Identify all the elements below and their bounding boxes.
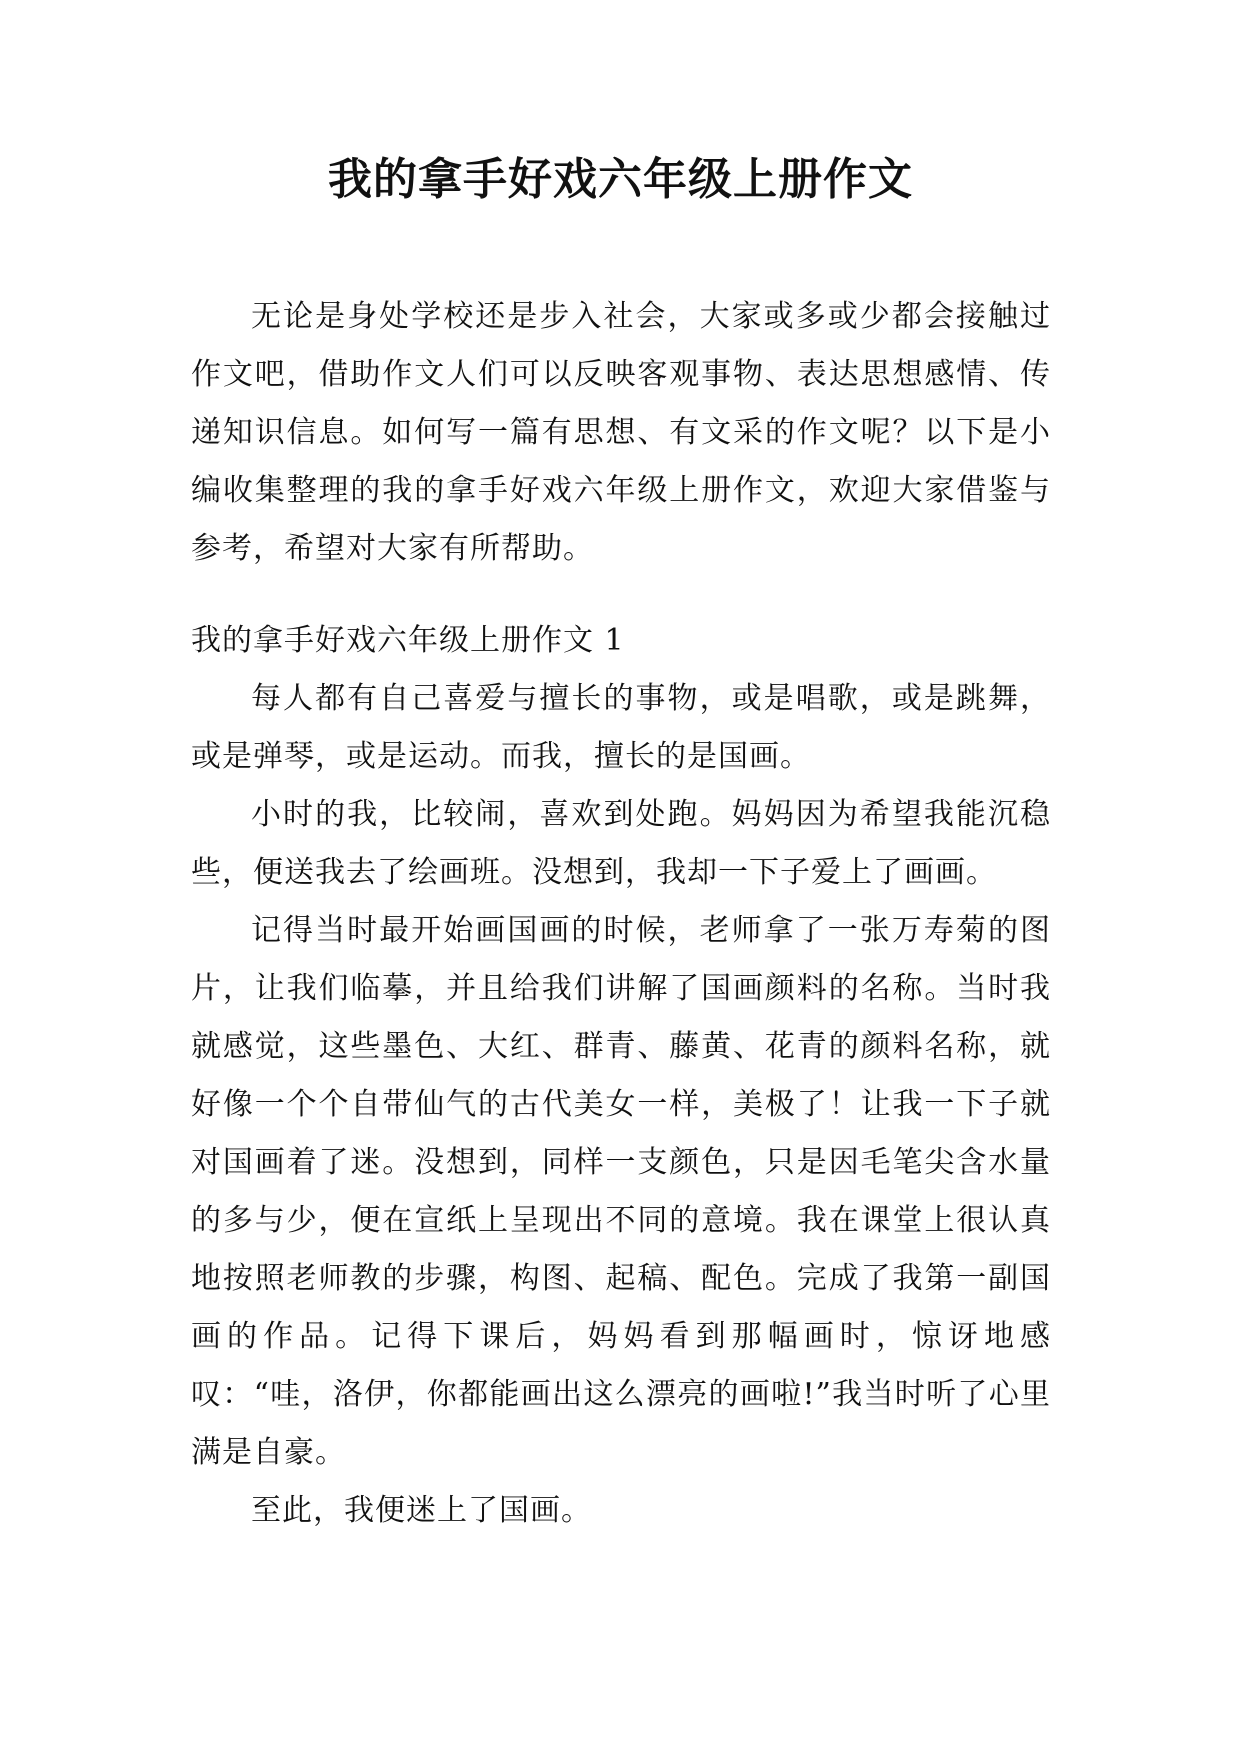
section-heading: 我的拿手好戏六年级上册作文 1 [191, 623, 625, 658]
paragraph-spacer [191, 578, 1051, 612]
document-title: 我的拿手好戏六年级上册作文 [328, 154, 913, 205]
body-paragraph-3: 记得当时最开始画国画的时候，老师拿了一张万寿菊的图片，让我们临摹，并且给我们讲解了国画颜料的名称。当时我就感觉，这些墨色、大红、群青、藤黄、花青的颜料名称，就好像一个个自带仙气的古代美女一样，美极了！让我一下子就对国画着了迷。没想到，同样一支颜色，只是因毛笔尖含水量的多与少，便在宣纸上呈现出不同的意境。我在课堂上很认真地按照老师教的步骤，构图、起稿、配色。完成了我第一副国画的作品。记得下课后，妈妈看到那幅画时，惊讶地感叹：“哇，洛伊，你都能画出这么漂亮的画啦!”我当时听了心里满是自豪。 [191, 913, 1051, 1470]
intro-paragraph: 无论是身处学校还是步入社会，大家或多或少都会接触过作文吧，借助作文人们可以反映客观事物、表达思想感情、传递知识信息。如何写一篇有思想、有文采的作文呢？以下是小编收集整理的我的拿手好戏六年级上册作文，欢迎大家借鉴与参考，希望对大家有所帮助。 [191, 299, 1051, 566]
body-paragraph-4: 至此，我便迷上了国画。 [251, 1493, 592, 1528]
body-paragraph-1: 每人都有自己喜爱与擅长的事物，或是唱歌，或是跳舞，或是弹琴，或是运动。而我，擅长的是国画。 [191, 681, 1051, 774]
document-body [191, 288, 1051, 1540]
body-paragraph-2: 小时的我，比较闹，喜欢到处跑。妈妈因为希望我能沉稳些，便送我去了绘画班。没想到，我却一下子爱上了画画。 [191, 797, 1051, 890]
